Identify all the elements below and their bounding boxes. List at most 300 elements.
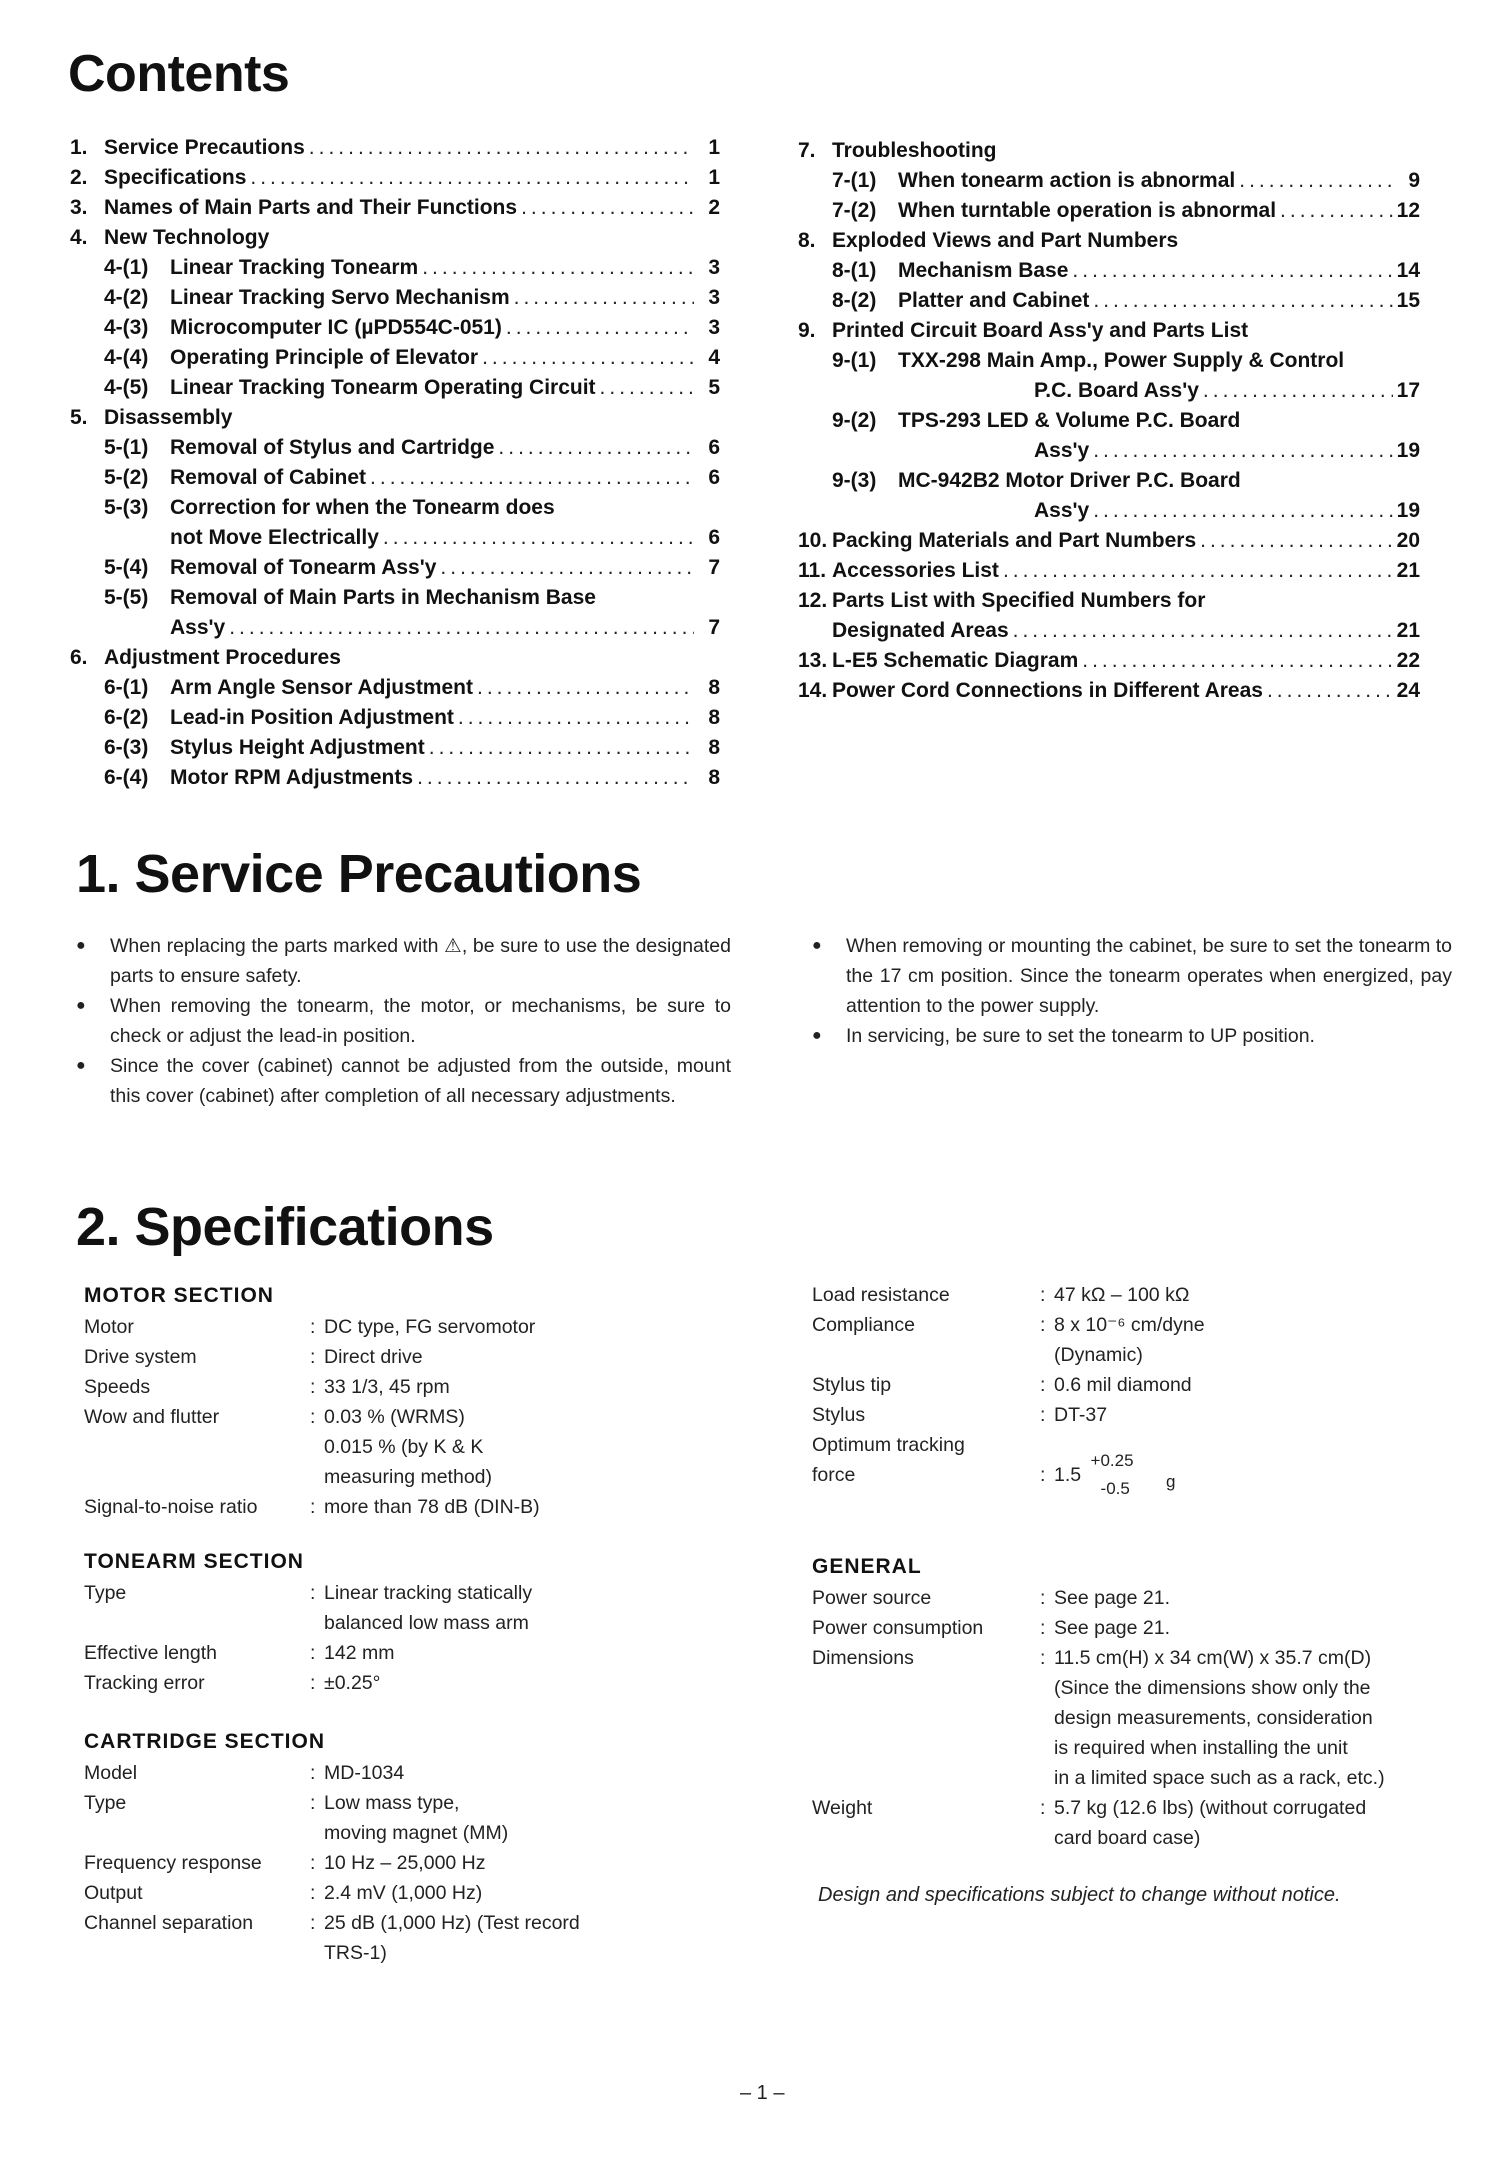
toc-leader-dots bbox=[422, 253, 694, 283]
spec-row bbox=[812, 1310, 1472, 1370]
toc-number: 6-(2) bbox=[104, 706, 149, 729]
bullet-icon: ● bbox=[76, 997, 86, 1014]
toc-number: 9-(1) bbox=[832, 349, 877, 372]
toc-leader-dots bbox=[1013, 616, 1393, 646]
precaution-text: In servicing, be sure to set the tonearm to UP position. bbox=[846, 1025, 1315, 1047]
toc-leader-dots bbox=[600, 373, 694, 403]
spec-value: 2.4 mV (1,000 Hz) bbox=[324, 1882, 483, 1904]
toc-page-number: 5 bbox=[708, 376, 720, 399]
toc-page-number: 12 bbox=[1396, 199, 1420, 222]
toc-number: 4-(1) bbox=[104, 256, 149, 279]
toc-leader-dots bbox=[514, 283, 694, 313]
spec-colon: : bbox=[1040, 1314, 1046, 1336]
toc-label: Removal of Stylus and Cartridge bbox=[170, 436, 495, 459]
spec-colon: : bbox=[310, 1792, 316, 1814]
bullet-icon: ● bbox=[812, 937, 822, 954]
spec-key: Power source bbox=[812, 1587, 932, 1609]
toc-label: L-E5 Schematic Diagram bbox=[832, 649, 1079, 672]
spec-row bbox=[812, 1793, 1472, 1853]
toc-number: 5-(2) bbox=[104, 466, 149, 489]
toc-number: 6-(4) bbox=[104, 766, 149, 789]
spec-key: Model bbox=[84, 1762, 138, 1784]
toc-number: 4. bbox=[70, 226, 88, 249]
spec-value: Low mass type, bbox=[324, 1792, 460, 1814]
spec-colon: : bbox=[310, 1762, 316, 1784]
spec-row bbox=[84, 1492, 724, 1522]
toc-label: Adjustment Procedures bbox=[104, 646, 341, 669]
toc-number: 5-(5) bbox=[104, 586, 149, 609]
toc-label: Service Precautions bbox=[104, 136, 305, 159]
toc-leader-dots bbox=[498, 433, 694, 463]
toc-label: TPS-293 LED & Volume P.C. Board bbox=[898, 409, 1241, 432]
toc-entry bbox=[798, 466, 1420, 496]
tolerance-minus: -0.5 bbox=[1100, 1479, 1130, 1498]
toc-entry bbox=[70, 163, 720, 193]
spec-values bbox=[1054, 1643, 1472, 1793]
toc-label: Linear Tracking Tonearm bbox=[170, 256, 419, 279]
specifications-title: 2. Specifications bbox=[76, 1197, 494, 1257]
toc-label: MC-942B2 Motor Driver P.C. Board bbox=[898, 469, 1241, 492]
spec-values bbox=[324, 1908, 724, 1968]
toc-number: 4-(4) bbox=[104, 346, 149, 369]
spec-values bbox=[324, 1492, 724, 1522]
spec-row bbox=[812, 1613, 1472, 1643]
precaution-item bbox=[812, 931, 1452, 1021]
toc-leader-dots bbox=[417, 763, 694, 793]
spec-value: card board case) bbox=[1054, 1827, 1201, 1849]
toc-number: 2. bbox=[70, 166, 88, 189]
spec-value: in a limited space such as a rack, etc.) bbox=[1054, 1767, 1385, 1789]
toc-leader-dots bbox=[1003, 556, 1393, 586]
toc-entry bbox=[70, 343, 720, 373]
spec-values bbox=[324, 1312, 724, 1342]
toc-entry bbox=[798, 196, 1420, 226]
toc-label: Removal of Cabinet bbox=[170, 466, 367, 489]
spec-colon: : bbox=[1040, 1374, 1046, 1396]
toc-number: 14. bbox=[798, 679, 828, 702]
toc-page-number: 2 bbox=[708, 196, 720, 219]
spec-key: Optimum tracking bbox=[812, 1434, 965, 1456]
spec-values bbox=[1054, 1400, 1472, 1430]
toc-label: not Move Electrically bbox=[170, 526, 379, 549]
spec-values bbox=[324, 1402, 724, 1492]
spec-key: Load resistance bbox=[812, 1284, 950, 1306]
spec-values bbox=[324, 1372, 724, 1402]
cartridge-section-heading: CARTRIDGE SECTION bbox=[84, 1730, 326, 1753]
precautions-left-column bbox=[76, 931, 731, 1111]
toc-page-number: 1 bbox=[708, 136, 720, 159]
tolerance bbox=[1087, 1451, 1157, 1498]
toc-leader-dots bbox=[482, 343, 694, 373]
toc-label: Packing Materials and Part Numbers bbox=[832, 529, 1197, 552]
page-number: – 1 – bbox=[740, 2082, 785, 2104]
toc-label: Motor RPM Adjustments bbox=[170, 766, 414, 789]
toc-entry bbox=[798, 376, 1420, 406]
toc-number: 6-(3) bbox=[104, 736, 149, 759]
toc-page-number: 8 bbox=[708, 736, 720, 759]
spec-colon: : bbox=[310, 1316, 316, 1338]
precaution-text: When removing or mounting the cabinet, be sure to set the tonearm to the 17 cm position. Since the tonearm operates when energized, pay attention to the power supply. bbox=[846, 935, 1452, 1017]
toc-label: When tonearm action is abnormal bbox=[898, 169, 1236, 192]
precaution-item bbox=[76, 931, 731, 991]
toc-leader-dots bbox=[1267, 676, 1393, 706]
toc-label: Linear Tracking Servo Mechanism bbox=[170, 286, 510, 309]
spec-value: 47 kΩ – 100 kΩ bbox=[1054, 1284, 1190, 1306]
spec-values bbox=[324, 1638, 724, 1668]
spec-value: ±0.25° bbox=[324, 1672, 381, 1694]
spec-row bbox=[812, 1280, 1472, 1310]
toc-entry bbox=[70, 433, 720, 463]
spec-colon: : bbox=[310, 1882, 316, 1904]
spec-values bbox=[324, 1848, 724, 1878]
toc-page-number: 3 bbox=[708, 286, 720, 309]
toc-label: Correction for when the Tonearm does bbox=[170, 496, 555, 519]
toc-number: 9-(2) bbox=[832, 409, 877, 432]
toc-entry bbox=[70, 493, 720, 523]
toc-page-number: 9 bbox=[1408, 169, 1420, 192]
spec-value: 33 1/3, 45 rpm bbox=[324, 1376, 450, 1398]
spec-value: is required when installing the unit bbox=[1054, 1737, 1348, 1759]
spec-values bbox=[324, 1668, 724, 1698]
spec-key: Dimensions bbox=[812, 1647, 914, 1669]
precautions-right-column bbox=[812, 931, 1452, 1051]
toc-page-number: 6 bbox=[708, 466, 720, 489]
spec-value: 10 Hz – 25,000 Hz bbox=[324, 1852, 486, 1874]
toc-number: 7. bbox=[798, 139, 816, 162]
toc-entry bbox=[70, 283, 720, 313]
spec-colon: : bbox=[310, 1582, 316, 1604]
toc-number: 1. bbox=[70, 136, 88, 159]
spec-row bbox=[812, 1370, 1472, 1400]
toc-label: Removal of Main Parts in Mechanism Base bbox=[170, 586, 596, 609]
spec-key: Output bbox=[84, 1882, 143, 1904]
toc-entry bbox=[70, 763, 720, 793]
toc-entry bbox=[70, 463, 720, 493]
spec-value: 25 dB (1,000 Hz) (Test record bbox=[324, 1912, 580, 1934]
toc-label: Stylus Height Adjustment bbox=[170, 736, 425, 759]
toc-label: Designated Areas bbox=[832, 619, 1009, 642]
toc-page-number: 21 bbox=[1396, 559, 1420, 582]
toc-label: Exploded Views and Part Numbers bbox=[832, 229, 1179, 252]
toc-leader-dots bbox=[458, 703, 694, 733]
spec-key: force bbox=[812, 1464, 856, 1486]
spec-value: Direct drive bbox=[324, 1346, 423, 1368]
toc-entry bbox=[70, 553, 720, 583]
spec-colon: : bbox=[1040, 1647, 1046, 1669]
toc-page-number: 24 bbox=[1396, 679, 1420, 702]
toc-leader-dots bbox=[1203, 376, 1393, 406]
spec-value: 142 mm bbox=[324, 1642, 395, 1664]
toc-label: New Technology bbox=[104, 226, 270, 249]
toc-leader-dots bbox=[370, 463, 694, 493]
spec-values bbox=[324, 1578, 724, 1638]
spec-colon: : bbox=[1040, 1404, 1046, 1426]
spec-key: Speeds bbox=[84, 1376, 151, 1398]
toc-entry bbox=[70, 313, 720, 343]
toc-page-number: 19 bbox=[1396, 499, 1420, 522]
toc-leader-dots bbox=[1280, 196, 1393, 226]
spec-value: measuring method) bbox=[324, 1466, 492, 1488]
spec-colon: : bbox=[310, 1346, 316, 1368]
toc-page-number: 15 bbox=[1396, 289, 1420, 312]
toc-entry bbox=[70, 643, 720, 673]
toc-entry bbox=[70, 733, 720, 763]
toc-page-number: 8 bbox=[708, 766, 720, 789]
toc-label: Ass'y bbox=[170, 616, 226, 639]
tonearm-section-heading: TONEARM SECTION bbox=[84, 1550, 304, 1573]
bullet-icon: ● bbox=[76, 937, 86, 954]
toc-number: 6-(1) bbox=[104, 676, 149, 699]
precaution-item bbox=[812, 1021, 1452, 1051]
toc-entry bbox=[70, 253, 720, 283]
toc-leader-dots bbox=[250, 163, 694, 193]
toc-number: 10. bbox=[798, 529, 828, 552]
toc-entry bbox=[798, 526, 1420, 556]
toc-page-number: 4 bbox=[708, 346, 720, 369]
toc-label: Platter and Cabinet bbox=[898, 289, 1090, 312]
notice: Design and specifications subject to change without notice. bbox=[818, 1884, 1341, 1906]
toc-label: Removal of Tonearm Ass'y bbox=[170, 556, 437, 579]
service-precautions-title: 1. Service Precautions bbox=[76, 844, 642, 904]
toc-label: Specifications bbox=[104, 166, 247, 189]
toc-label: Troubleshooting bbox=[832, 139, 997, 162]
toc-leader-dots bbox=[477, 673, 694, 703]
spec-unit: g bbox=[1165, 1472, 1176, 1491]
spec-row bbox=[812, 1583, 1472, 1613]
toc-leader-dots bbox=[229, 613, 694, 643]
toc-label: Arm Angle Sensor Adjustment bbox=[170, 676, 473, 699]
toc-leader-dots bbox=[506, 313, 694, 343]
spec-key: Compliance bbox=[812, 1314, 915, 1336]
precaution-text: When replacing the parts marked with ⚠, be sure to use the designated parts to ensure safety. bbox=[110, 935, 731, 987]
toc-page-number: 19 bbox=[1396, 439, 1420, 462]
toc-label: Power Cord Connections in Different Areas bbox=[832, 679, 1263, 702]
toc-page-number: 20 bbox=[1396, 529, 1420, 552]
spec-key: Tracking error bbox=[84, 1672, 205, 1694]
precaution-text: When removing the tonearm, the motor, or mechanisms, be sure to check or adjust the lead-in position. bbox=[110, 995, 731, 1047]
spec-key: Channel separation bbox=[84, 1912, 254, 1934]
spec-value: (Since the dimensions show only the bbox=[1054, 1677, 1371, 1699]
toc-entry bbox=[70, 403, 720, 433]
spec-value: MD-1034 bbox=[324, 1762, 405, 1784]
spec-colon: : bbox=[1040, 1284, 1046, 1306]
toc-entry bbox=[798, 406, 1420, 436]
bullet-icon: ● bbox=[76, 1057, 86, 1074]
toc-label: P.C. Board Ass'y bbox=[1034, 379, 1199, 402]
toc-page-number: 17 bbox=[1396, 379, 1420, 402]
toc-leader-dots bbox=[1072, 256, 1392, 286]
toc-label: Names of Main Parts and Their Functions bbox=[104, 196, 518, 219]
spec-colon: : bbox=[310, 1852, 316, 1874]
toc-entry bbox=[70, 703, 720, 733]
toc-page-number: 21 bbox=[1396, 619, 1420, 642]
spec-value: moving magnet (MM) bbox=[324, 1822, 509, 1844]
spec-colon: : bbox=[310, 1376, 316, 1398]
spec-key: Drive system bbox=[84, 1346, 197, 1368]
toc-leader-dots bbox=[1200, 526, 1393, 556]
toc-entry bbox=[70, 373, 720, 403]
precaution-item bbox=[76, 991, 731, 1051]
toc-page-number: 6 bbox=[708, 436, 720, 459]
toc-leader-dots bbox=[1093, 436, 1392, 466]
toc-page-number: 22 bbox=[1396, 649, 1420, 672]
spec-row bbox=[84, 1638, 724, 1668]
spec-value: (Dynamic) bbox=[1054, 1344, 1143, 1366]
toc-number: 3. bbox=[70, 196, 88, 219]
spec-row bbox=[84, 1668, 724, 1698]
spec-colon: : bbox=[1040, 1617, 1046, 1639]
precaution-text: Since the cover (cabinet) cannot be adjusted from the outside, mount this cover (cabinet) after completion of all necessary adjustments. bbox=[110, 1055, 731, 1107]
toc-page-number: 8 bbox=[708, 676, 720, 699]
toc-number: 5-(1) bbox=[104, 436, 149, 459]
toc-entry bbox=[70, 583, 720, 613]
spec-values bbox=[1054, 1370, 1472, 1400]
spec-values bbox=[324, 1758, 724, 1788]
toc-page-number: 3 bbox=[708, 256, 720, 279]
toc-number: 4-(2) bbox=[104, 286, 149, 309]
spec-value: TRS-1) bbox=[324, 1942, 387, 1964]
toc-entry bbox=[70, 523, 720, 553]
spec-value: 0.03 % (WRMS) bbox=[324, 1406, 465, 1428]
motor-section bbox=[84, 1280, 724, 1522]
toc-label: Operating Principle of Elevator bbox=[170, 346, 479, 369]
toc-entry bbox=[798, 256, 1420, 286]
toc-page-number: 3 bbox=[708, 316, 720, 339]
toc-page-number: 6 bbox=[708, 526, 720, 549]
spec-key: Stylus bbox=[812, 1404, 866, 1426]
spec-colon: : bbox=[310, 1642, 316, 1664]
cartridge-section bbox=[84, 1726, 724, 1968]
spec-colon: : bbox=[310, 1912, 316, 1934]
spec-value: 11.5 cm(H) x 34 cm(W) x 35.7 cm(D) bbox=[1054, 1647, 1372, 1669]
toc-leader-dots bbox=[429, 733, 694, 763]
toc-number: 11. bbox=[798, 559, 827, 582]
toc-entry bbox=[70, 133, 720, 163]
spec-key: Type bbox=[84, 1582, 127, 1604]
toc-entry bbox=[798, 316, 1420, 346]
toc-label: Lead-in Position Adjustment bbox=[170, 706, 454, 729]
toc-number: 13. bbox=[798, 649, 828, 672]
toc-number: 7-(1) bbox=[832, 169, 877, 192]
spec-value: See page 21. bbox=[1054, 1617, 1171, 1639]
toc-number: 5. bbox=[70, 406, 88, 429]
toc-number: 6. bbox=[70, 646, 88, 669]
spec-values bbox=[1054, 1280, 1472, 1310]
toc-page-number: 8 bbox=[708, 706, 720, 729]
spec-colon: : bbox=[310, 1406, 316, 1428]
toc-entry bbox=[798, 646, 1420, 676]
spec-key: Signal-to-noise ratio bbox=[84, 1496, 258, 1518]
spec-values bbox=[324, 1788, 724, 1848]
toc-entry bbox=[70, 613, 720, 643]
spec-values bbox=[1054, 1583, 1472, 1613]
toc-leader-dots bbox=[440, 553, 694, 583]
toc-label: Accessories List bbox=[832, 559, 999, 582]
spec-values bbox=[324, 1878, 724, 1908]
spec-key: Type bbox=[84, 1792, 127, 1814]
toc-leader-dots bbox=[1082, 646, 1392, 676]
toc-number: 5-(4) bbox=[104, 556, 149, 579]
spec-value: 1.5 bbox=[1054, 1464, 1082, 1486]
spec-row bbox=[812, 1400, 1472, 1430]
spec-value: 0.6 mil diamond bbox=[1054, 1374, 1192, 1396]
spec-value: 5.7 kg (12.6 lbs) (without corrugated bbox=[1054, 1797, 1367, 1819]
bullet-icon: ● bbox=[812, 1027, 822, 1044]
spec-colon: : bbox=[1040, 1587, 1046, 1609]
toc-leader-dots bbox=[1239, 166, 1394, 196]
tolerance-plus: +0.25 bbox=[1090, 1451, 1134, 1470]
spec-row bbox=[84, 1372, 724, 1402]
toc-number: 4-(5) bbox=[104, 376, 149, 399]
toc-label: Ass'y bbox=[1034, 439, 1090, 462]
spec-values bbox=[1054, 1793, 1472, 1853]
toc-number: 8. bbox=[798, 229, 816, 252]
toc-leader-dots bbox=[521, 193, 694, 223]
spec-key: Weight bbox=[812, 1797, 873, 1819]
toc-leader-dots bbox=[1093, 496, 1392, 526]
toc-leader-dots bbox=[1093, 286, 1392, 316]
spec-value: 8 x 10⁻⁶ cm/dyne bbox=[1054, 1314, 1205, 1336]
spec-row bbox=[84, 1878, 724, 1908]
toc-entry bbox=[70, 673, 720, 703]
toc-right-column bbox=[798, 136, 1420, 706]
spec-key: Frequency response bbox=[84, 1852, 262, 1874]
toc-page-number: 14 bbox=[1396, 259, 1420, 282]
spec-row bbox=[84, 1908, 724, 1968]
toc-entry bbox=[798, 676, 1420, 706]
spec-colon: : bbox=[310, 1672, 316, 1694]
spec-values bbox=[324, 1342, 724, 1372]
spec-key: Power consumption bbox=[812, 1617, 984, 1639]
toc-page-number: 7 bbox=[708, 556, 720, 579]
spec-row bbox=[84, 1578, 724, 1638]
spec-row bbox=[84, 1788, 724, 1848]
toc-number: 8-(1) bbox=[832, 259, 877, 282]
spec-values bbox=[1054, 1613, 1472, 1643]
spec-values bbox=[1054, 1310, 1472, 1370]
toc-entry bbox=[798, 226, 1420, 256]
toc-label: Printed Circuit Board Ass'y and Parts List bbox=[832, 319, 1249, 342]
toc-entry bbox=[798, 136, 1420, 166]
toc-entry bbox=[70, 193, 720, 223]
toc-label: Ass'y bbox=[1034, 499, 1090, 522]
toc-entry bbox=[798, 436, 1420, 466]
toc-label: Parts List with Specified Numbers for bbox=[832, 589, 1206, 612]
toc-label: TXX-298 Main Amp., Power Supply & Control bbox=[898, 349, 1345, 372]
general-section-heading: GENERAL bbox=[812, 1555, 922, 1578]
general-section bbox=[812, 1551, 1472, 1853]
spec-row bbox=[84, 1312, 724, 1342]
precaution-item bbox=[76, 1051, 731, 1111]
spec-key: Motor bbox=[84, 1316, 134, 1338]
toc-entry bbox=[798, 346, 1420, 376]
toc-entry bbox=[798, 586, 1420, 616]
toc-left-column bbox=[70, 133, 720, 793]
toc-entry bbox=[798, 286, 1420, 316]
toc-number: 4-(3) bbox=[104, 316, 149, 339]
cartridge-section-continued bbox=[812, 1280, 1472, 1498]
toc-label: When turntable operation is abnormal bbox=[898, 199, 1277, 222]
spec-value: balanced low mass arm bbox=[324, 1612, 529, 1634]
toc-number: 7-(2) bbox=[832, 199, 877, 222]
spec-colon: : bbox=[1040, 1797, 1046, 1819]
spec-colon: : bbox=[310, 1496, 316, 1518]
spec-row bbox=[812, 1643, 1472, 1793]
spec-row bbox=[84, 1402, 724, 1492]
toc-number: 8-(2) bbox=[832, 289, 877, 312]
toc-label: Disassembly bbox=[104, 406, 233, 429]
toc-leader-dots bbox=[383, 523, 694, 553]
